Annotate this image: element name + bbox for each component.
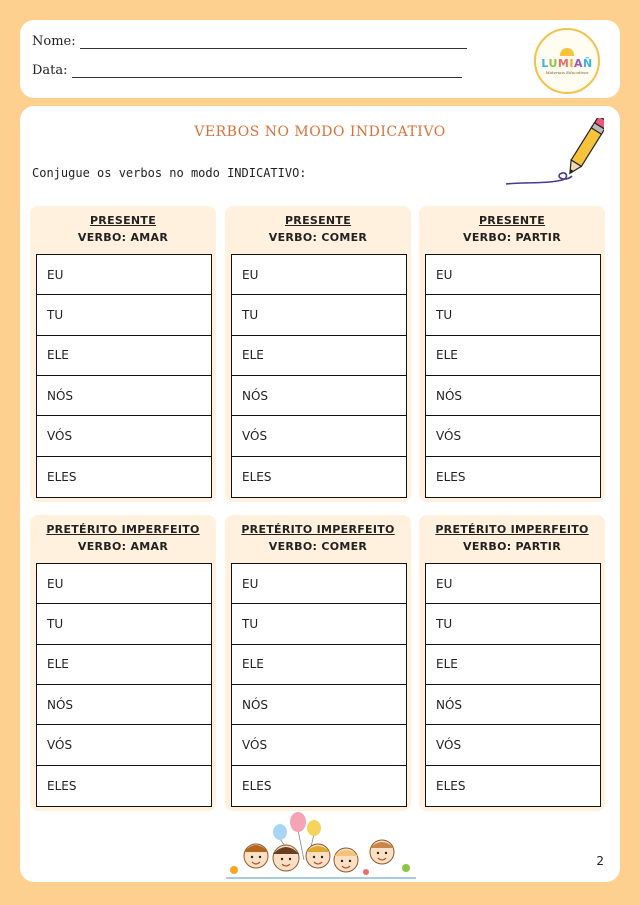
conjugation-table [425,563,601,807]
conjugation-row-vos[interactable]: VÓS [426,416,600,456]
conjugation-row-eu[interactable]: EU [37,564,211,604]
date-field[interactable] [32,63,462,78]
conjugation-row-nos[interactable]: NÓS [37,376,211,416]
logo-wordmark: LUMIAÑ [541,56,593,70]
conjugation-row-ele[interactable]: ELE [426,645,600,685]
name-field[interactable] [32,34,467,49]
header-card [20,20,620,98]
conjugation-row-ele[interactable]: ELE [426,336,600,376]
conjugation-table [425,254,601,498]
tense-label: PRESENTE [478,214,546,227]
conjugation-row-eu[interactable]: EU [37,255,211,295]
conjugation-row-eu[interactable]: EU [232,255,406,295]
conjugation-row-nos[interactable]: NÓS [426,685,600,725]
conjugation-row-nos[interactable]: NÓS [426,376,600,416]
pencil-icon [504,118,604,190]
panel-presente-amar [30,206,216,502]
verb-label: VERBO: PARTIR [463,540,561,553]
panel-imperfeito-comer [225,515,411,811]
conjugation-row-eu[interactable]: EU [426,564,600,604]
verb-label: VERBO: PARTIR [463,231,561,244]
verb-label: VERBO: AMAR [77,231,169,244]
conjugation-table [36,254,212,498]
conjugation-row-eles[interactable]: ELES [47,469,77,484]
logo-subtitle: Materiais Educativos [545,69,589,75]
conjugation-row-tu[interactable]: TU [426,295,600,335]
conjugation-row-ele[interactable]: ELE [232,645,406,685]
conjugation-row-ele[interactable]: ELE [37,336,211,376]
conjugation-row-nos[interactable]: NÓS [232,685,406,725]
conjugation-row-eles[interactable]: ELES [436,778,466,793]
worksheet-card [20,106,620,882]
conjugation-row-tu[interactable]: TU [37,604,211,644]
conjugation-row-ele[interactable]: ELE [232,336,406,376]
conjugation-row-eu[interactable]: EU [232,564,406,604]
panel-imperfeito-amar [30,515,216,811]
panel-imperfeito-partir [419,515,605,811]
conjugation-table [231,563,407,807]
conjugation-row-nos[interactable]: NÓS [37,685,211,725]
date-line[interactable] [72,64,462,78]
worksheet-title: VERBOS NO MODO INDICATIVO [194,124,446,140]
conjugation-table [36,563,212,807]
sun-icon [560,48,574,56]
conjugation-row-vos[interactable]: VÓS [232,725,406,765]
conjugation-row-ele[interactable]: ELE [37,645,211,685]
conjugation-row-eles[interactable]: ELES [242,778,272,793]
conjugation-row-tu[interactable]: TU [232,604,406,644]
verb-label: VERBO: AMAR [77,540,169,553]
conjugation-row-vos[interactable]: VÓS [426,725,600,765]
tense-label: PRETÉRITO IMPERFEITO [435,523,589,536]
children-balloons-illustration [216,812,426,882]
conjugation-row-eu[interactable]: EU [426,255,600,295]
tense-label: PRESENTE [284,214,352,227]
tense-label: PRESENTE [89,214,157,227]
tense-label: PRETÉRITO IMPERFEITO [46,523,200,536]
page-number: 2 [596,854,604,868]
instruction-text: Conjugue os verbos no modo INDICATIVO: [32,166,307,180]
conjugation-row-vos[interactable]: VÓS [37,725,211,765]
name-label: Nome: [32,34,76,49]
date-label: Data: [32,63,68,78]
conjugation-row-eles[interactable]: ELES [436,469,466,484]
verb-label: VERBO: COMER [268,231,368,244]
conjugation-row-eles[interactable]: ELES [47,778,77,793]
conjugation-row-tu[interactable]: TU [426,604,600,644]
conjugation-table [231,254,407,498]
conjugation-row-vos[interactable]: VÓS [37,416,211,456]
conjugation-row-tu[interactable]: TU [232,295,406,335]
conjugation-row-eles[interactable]: ELES [242,469,272,484]
verb-label: VERBO: COMER [268,540,368,553]
conjugation-row-tu[interactable]: TU [37,295,211,335]
brand-logo [534,28,600,94]
name-line[interactable] [80,35,467,49]
tense-label: PRETÉRITO IMPERFEITO [241,523,395,536]
panel-presente-comer [225,206,411,502]
conjugation-row-vos[interactable]: VÓS [232,416,406,456]
panel-presente-partir [419,206,605,502]
conjugation-row-nos[interactable]: NÓS [232,376,406,416]
